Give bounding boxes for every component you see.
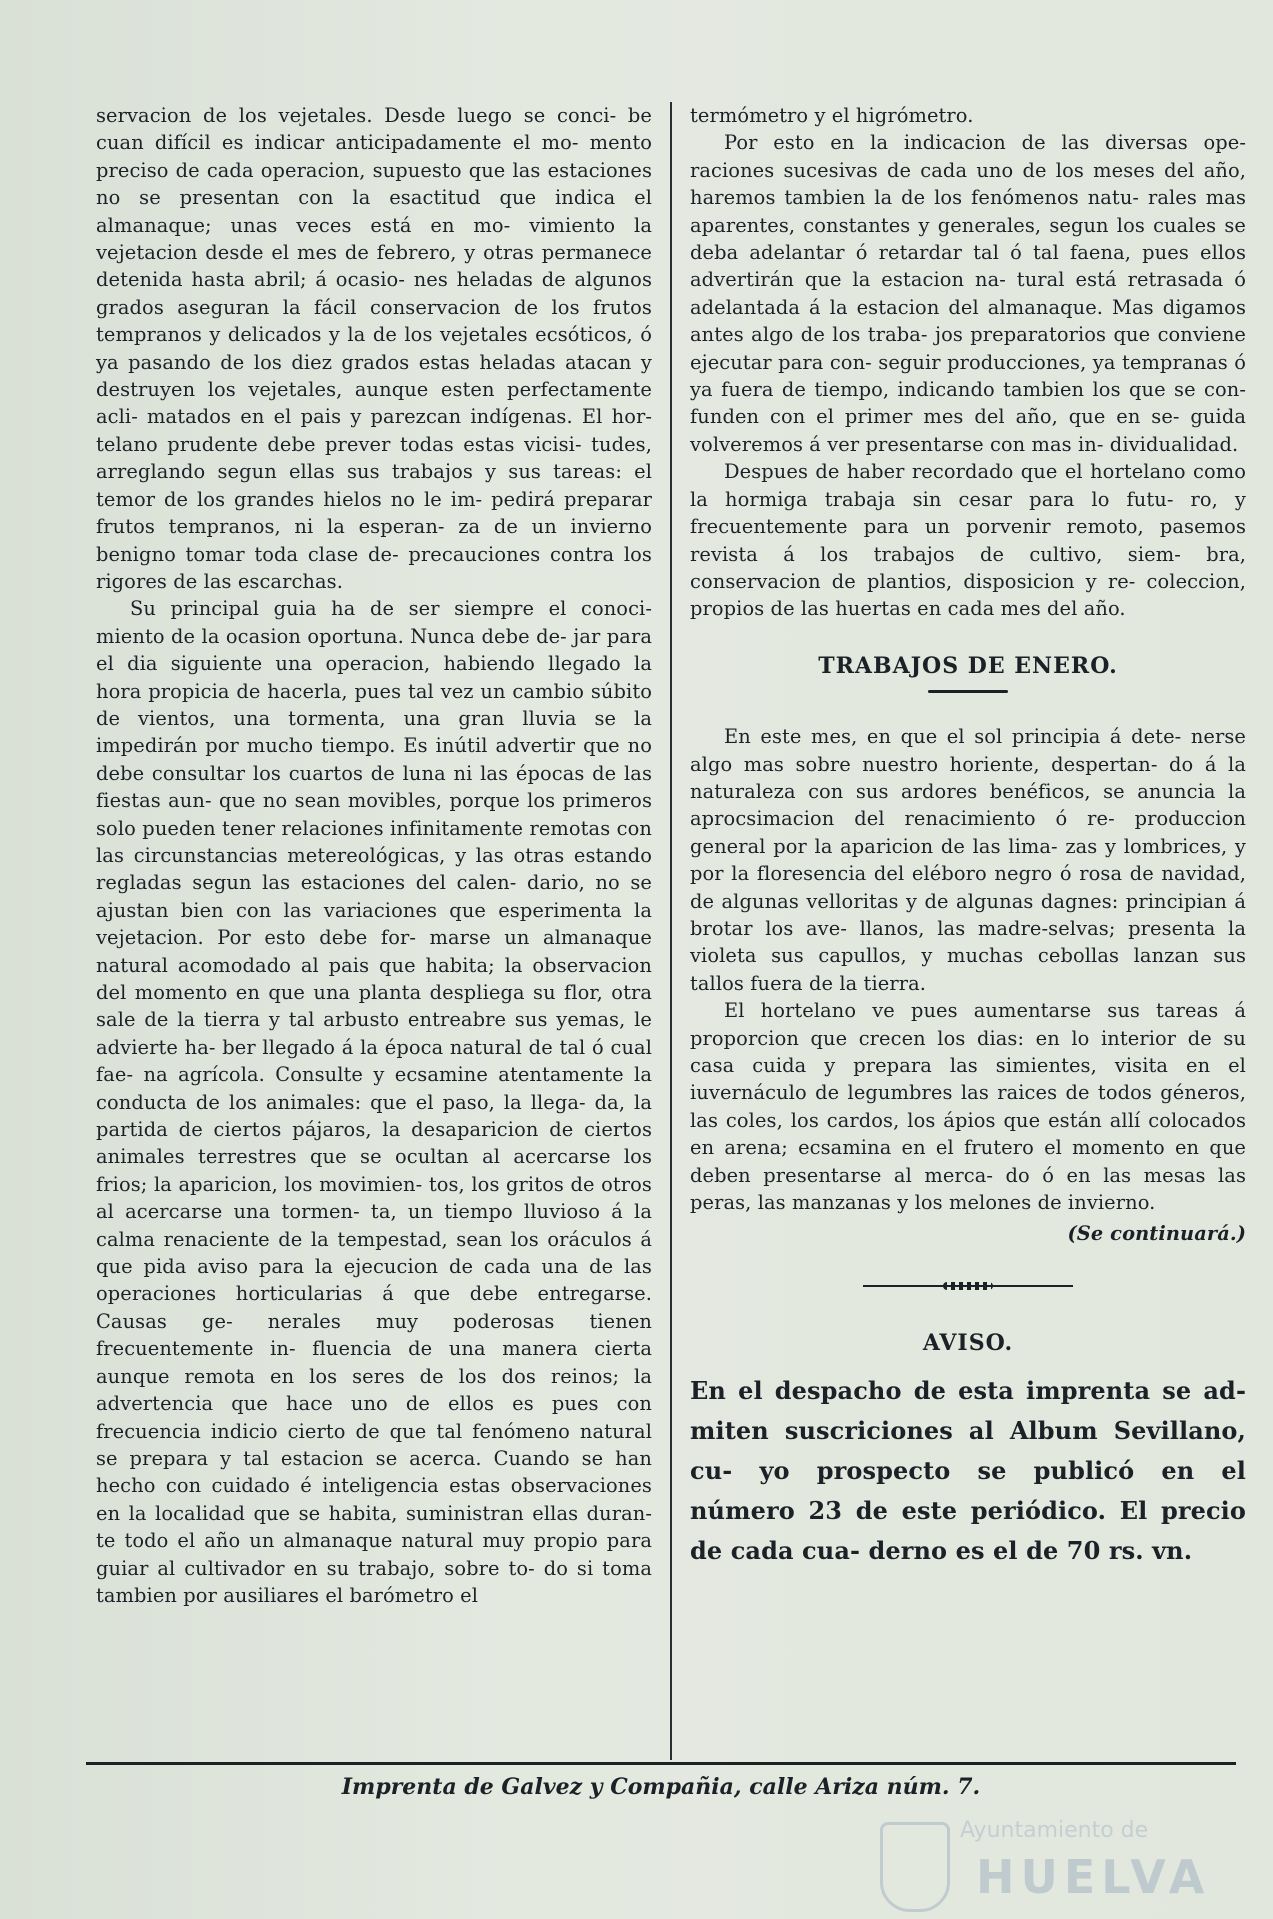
left-paragraph-2: Su principal guia ha de ser siempre el conoci- miento de la ocasion oportuna. Nunca debe de- jar para el dia siguiente una operacion, habiendo llegado la hora propicia de hacerla, pues tal vez un cambio súbito de vientos, una tormenta, una gran lluvia se la impedirán por mucho tiempo. Es inútil advertir que no debe consultar los cuartos de luna ni las épocas de las fiestas aun- que no sean movibles, porque los primeros solo pueden tener relaciones infinitamente remotas con las circunstancias metereológicas, y las otras estando regladas segun las estaciones del calen- dario, no se ajustan bien con las variaciones que esperimenta la vejetacion. Por esto debe for- marse un almanaque natural acomodado al pais que habita; la observacion del momento en que una planta despliega su flor, otra sale de la tierra y tal arbusto entreabre sus yemas, le advierte ha- ber llegado á la época natural de tal ó cual fae- na agrícola. Consulte y ecsamine atentamente la conducta de los animales: que el paso, la llega- da, la partida de ciertos pájaros, la desaparicion de ciertos animales terrestres que se ocultan al acercarse los frios; la aparicion, los movimien- tos, los gritos de otros al acercarse una tormen- ta, un tiempo lluvioso á la calma renaciente de la tempestad, sean los oráculos á que pida aviso para la ejecucion de cada una de las operaciones horticularias á que debe entregarse. Causas ge- nerales muy poderosas tienen frecuentemente in- fluencia de una manera cierta aunque remota en los seres de los dos reinos; la advertencia que hace uno de ellos es pues con frecuencia indicio cierto de que tal fenómeno natural se prepara y tal estacion se acerca. Cuando se han hecho con cuidado é inteligencia estas observaciones en la localidad que se habita, suministran ellas duran- te todo el año un almanaque natural muy propio para guiar al cultivador en su trabajo, sobre to- do si toma tambien por ausiliares el barómetro el — [96, 597, 652, 1607]
continue-note: (Se continuará.) — [1067, 1222, 1246, 1246]
footer-imprint: Imprenta de Galvez y Compañia, calle Ariza núm. 7. — [341, 1774, 981, 1800]
section-title: TRABAJOS DE ENERO. — [818, 652, 1118, 679]
aviso-text: En el despacho de esta imprenta se ad- miten suscriciones al Album Sevillano, cu- yo prospecto se publicó en el número 23 de este periódico. El precio de cada cua- derno es el de 70 rs. vn. — [690, 1376, 1246, 1566]
left-column — [96, 102, 652, 1609]
ornament-divider — [863, 1282, 1073, 1290]
watermark — [880, 1818, 1220, 1914]
footer-rule — [86, 1762, 1236, 1765]
right-paragraph-2: Por esto en la indicacion de las diversas ope- raciones sucesivas de cada uno de los meses del año, haremos tambien la de los fenómenos natu- rales mas aparentes, constantes y generales, segun los cuales se deba adelantar ó retardar tal ó tal faena, pues ellos advertirán que la estacion na- tural está retrasada ó adelantada á la estacion del almanaque. Mas digamos antes algo de los traba- jos preparatorios que conviene ejecutar para con- seguir producciones, ya tempranas ó ya fuera de tiempo, indicando tambien los que se con- funden con el primer mes del año, que en se- guida volveremos á ver presentarse con mas in- dividualidad. — [690, 131, 1246, 456]
city-crest-icon — [880, 1822, 950, 1912]
section-rule — [928, 690, 1008, 693]
right-paragraph-1: termómetro y el higrómetro. — [690, 104, 974, 127]
watermark-line2: HUELVA — [976, 1850, 1211, 1904]
right-paragraph-3: Despues de haber recordado que el hortelano como la hormiga trabaja sin cesar para lo futu- ro, y frecuentemente para un porvenir remoto, pasemos revista á los trabajos de cultivo, siem- bra, conservacion de plantios, disposicion y re- coleccion, propios de las huertas en cada mes del año. — [690, 460, 1246, 621]
left-paragraph-1: servacion de los vejetales. Desde luego se conci- be cuan difícil es indicar anticipadamente el mo- mento preciso de cada operacion, supuesto que las estaciones no se presentan con la esactitud que indica el almanaque; unas veces está en mo- vimiento la vejetacion desde el mes de febrero, y otras permanece detenida hasta abril; á ocasio- nes heladas de algunos grados aseguran la fácil conservacion de los frutos tempranos y delicados y la de los vejetales ecsóticos, ó ya pasando de los diez grados estas heladas atacan y destruyen los vejetales, aunque esten perfectamente acli- matados en el pais y parezcan indígenas. El hor- telano prudente debe prever todas estas vicisi- tudes, arreglando segun ellas sus trabajos y sus tareas: el temor de los grandes hielos no le im- pedirá preparar frutos tempranos, ni la esperan- za de un invierno benigno tomar toda clase de- precauciones contra los rigores de las escarchas. — [96, 104, 652, 593]
enero-paragraph-2: El hortelano ve pues aumentarse sus tareas á proporcion que crecen los dias: en lo interior de su casa cuida y prepara las simientes, visita en el iuvernáculo de legumbres las raices de todos géneros, las coles, los cardos, los ápios que están allí colocados en arena; ecsamina en el frutero el momento en que deben presentarse al merca- do ó en las mesas las peras, las manzanas y los melones de invierno. — [690, 999, 1246, 1215]
column-divider — [670, 102, 672, 1760]
right-column — [690, 102, 1246, 1571]
enero-paragraph-1: En este mes, en que el sol principia á dete- nerse algo mas sobre nuestro horiente, despertan- do á la naturaleza con sus ardores benéficos, se anuncia la aprocsimacion del renacimiento ó re- produccion general por la aparicion de las lima- zas y lombrices, y por la floresencia del eléboro negro ó rosa de navidad, de algunas velloritas y de algunas dagnes: principian á brotar los ave- llanos, las madre-selvas; presenta la violeta sus capullos, y muchas cebollas lanzan sus tallos fuera de la tierra. — [690, 725, 1246, 995]
watermark-line1: Ayuntamiento de — [960, 1818, 1149, 1843]
aviso-title: AVISO. — [922, 1329, 1014, 1356]
